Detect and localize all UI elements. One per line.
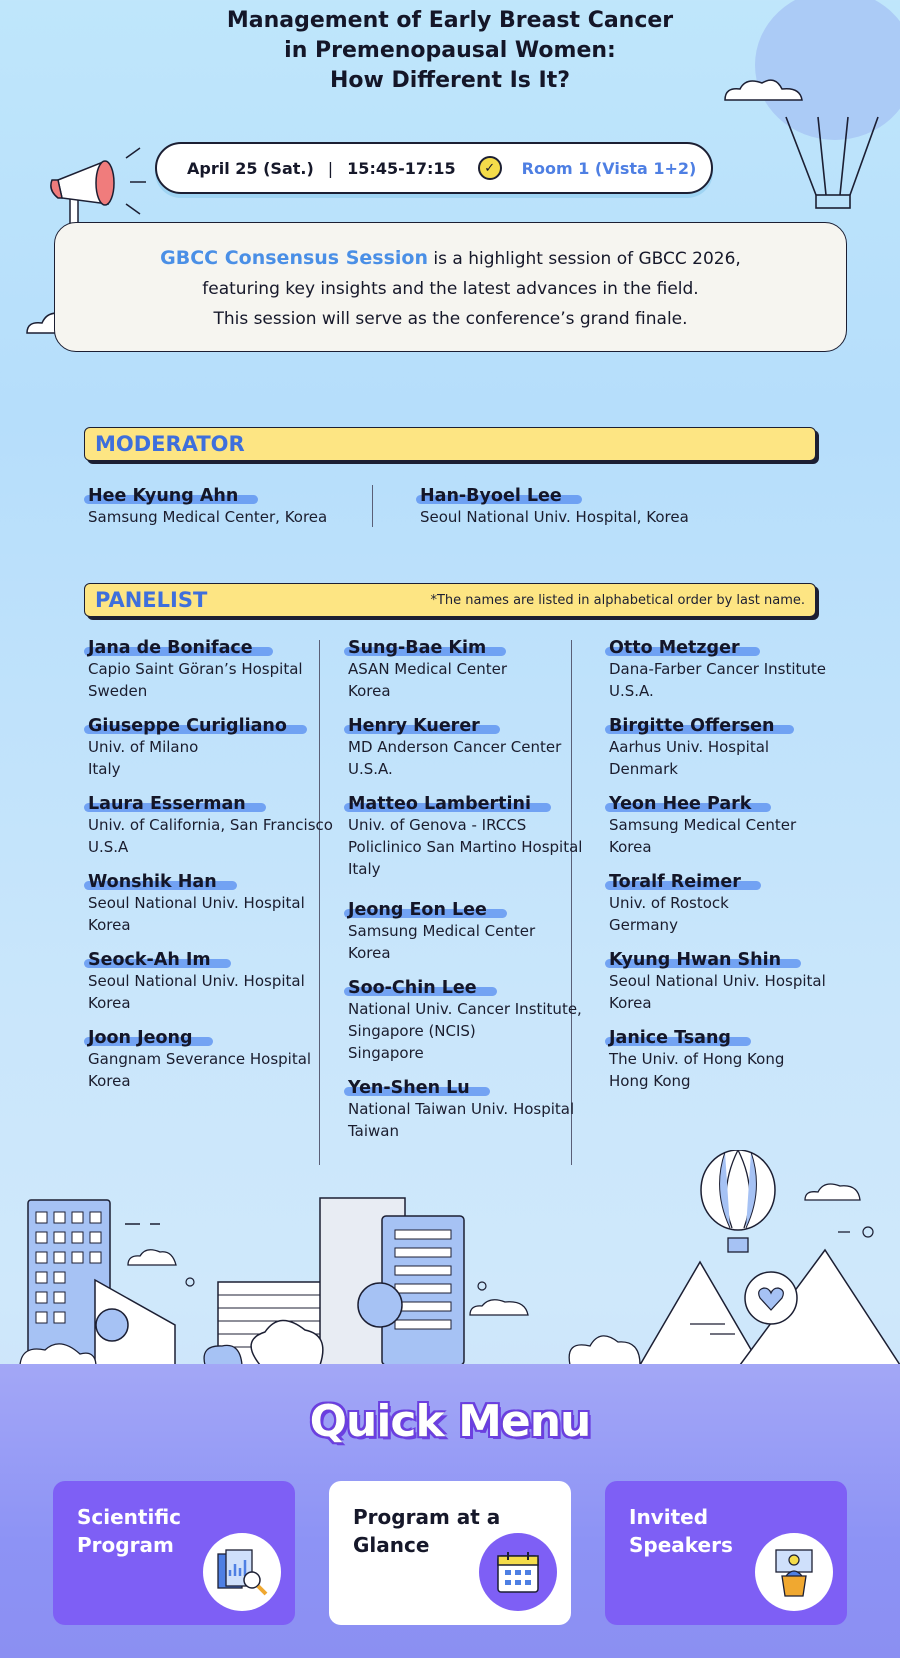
person-affiliation: Samsung Medical Center [348,922,536,940]
person-country: Singapore [348,1044,424,1062]
person-affiliation: Samsung Medical Center [609,816,797,834]
session-info-pill [155,142,713,194]
panelist-item [609,716,849,780]
person-country: Korea [609,838,652,856]
panelist-item [609,1028,849,1092]
intro-highlight: GBCC Consensus Session [160,247,429,269]
person-affiliation: National Univ. Cancer Institute, [348,1000,582,1018]
panelist-item [88,638,328,702]
card-label: Glance [353,1533,430,1557]
person-name: Giuseppe Curigliano [88,716,287,736]
panelist-item [348,716,588,780]
person-country: Sweden [88,682,148,700]
person-country: Denmark [609,760,678,778]
person-name: Yeon Hee Park [609,794,752,814]
check-icon: ✓ [478,156,502,180]
session-separator: | [327,158,334,178]
person-name: Jana de Boniface [88,638,253,658]
person-name: Han-Byoel Lee [420,486,562,506]
person-country: U.S.A. [609,682,654,700]
city-skyline-illustration [0,1150,900,1365]
intro-text: is a highlight session of GBCC 2026, [428,249,741,269]
panelist-item [88,716,328,780]
tree-icon [96,1309,128,1341]
panelist-item [348,900,588,964]
moderator-item [420,486,689,528]
person-name: Janice Tsang [609,1028,731,1048]
panelist-item [609,794,849,858]
title-line: Management of Early Breast Cancer [226,8,674,33]
divider [372,485,373,527]
person-affiliation: Seoul National Univ. Hospital [609,972,826,990]
person-name: Wonshik Han [88,872,217,892]
bush-icon [204,1345,242,1365]
program-at-a-glance-button[interactable] [329,1481,571,1625]
person-affiliation: Capio Saint Göran’s Hospital [88,660,303,678]
title-line: How Different Is It? [329,68,571,93]
moderator-title: MODERATOR [95,432,245,456]
person-affiliation: Seoul National Univ. Hospital [88,894,305,912]
person-country: Italy [348,860,381,878]
panelist-column-3 [609,638,849,1106]
cloud-icon [805,1184,860,1200]
page-title [120,6,780,96]
panelist-item [609,872,849,936]
person-affiliation: The Univ. of Hong Kong [609,1050,785,1068]
person-name: Joon Jeong [88,1028,193,1048]
person-name: Otto Metzger [609,638,740,658]
person-affiliation: Seoul National Univ. Hospital, Korea [420,508,689,526]
person-affiliation: Gangnam Severance Hospital [88,1050,312,1068]
moderator-section-bar [84,427,816,461]
person-country: Korea [88,994,131,1012]
hot-air-balloon-outline-icon [778,115,888,210]
panelist-item [88,1028,328,1092]
tree-icon [358,1283,402,1327]
panelist-item [609,638,849,702]
intro-box [54,222,847,352]
cloud-icon [128,1250,176,1265]
panelist-note: *The names are listed in alphabetical order by last name. [430,592,805,608]
invited-speakers-button[interactable] [605,1481,847,1625]
card-label: Scientific [77,1505,182,1529]
person-name: Seock-Ah Im [88,950,211,970]
person-country: Korea [609,994,652,1012]
panelist-section-bar [84,583,816,617]
moderator-item [88,486,327,528]
session-date: April 25 (Sat.) [187,158,314,178]
panelist-item [348,978,588,1064]
quick-menu-title: Quick Menu [309,1396,591,1447]
panelist-item [88,950,328,1014]
person-affiliation: Univ. of Genova - IRCCS [348,816,527,834]
person-name: Laura Esserman [88,794,246,814]
person-country: U.S.A [88,838,129,856]
person-name: Soo-Chin Lee [348,978,477,998]
person-name: Matteo Lambertini [348,794,531,814]
person-country: Korea [348,944,391,962]
person-name: Birgitte Offersen [609,716,775,736]
person-name: Yen-Shen Lu [348,1078,470,1098]
panelist-column-1 [88,638,333,1106]
megaphone-icon [48,140,158,230]
panelist-item [88,872,328,936]
calendar-icon [479,1533,557,1611]
person-affiliation: MD Anderson Cancer Center [348,738,562,756]
person-name: Kyung Hwan Shin [609,950,782,970]
speaker-podium-icon [755,1533,833,1611]
person-country: Korea [88,1072,131,1090]
person-country: Germany [609,916,678,934]
person-country: Hong Kong [609,1072,691,1090]
person-affiliation: ASAN Medical Center [348,660,508,678]
person-name: Toralf Reimer [609,872,741,892]
person-affiliation: Aarhus Univ. Hospital [609,738,770,756]
panelist-item [348,1078,588,1142]
intro-line-1 [55,243,846,274]
intro-line-3: This session will serve as the conference’s grand finale. [213,309,688,329]
title-line: in Premenopausal Women: [284,38,616,63]
person-country: Italy [88,760,121,778]
person-name: Jeong Eon Lee [348,900,487,920]
cloud-icon [470,1300,528,1315]
card-label: Speakers [629,1533,733,1557]
card-label: Program [77,1533,174,1557]
intro-line-2: featuring key insights and the latest advances in the field. [202,279,699,299]
person-affiliation: Univ. of Rostock [609,894,729,912]
person-name: Hee Kyung Ahn [88,486,239,506]
bush-icon [569,1336,640,1365]
person-name: Henry Kuerer [348,716,480,736]
panelist-title: PANELIST [95,588,208,612]
panelist-item [348,638,588,702]
session-room: Room 1 (Vista 1+2) [521,158,697,178]
person-affiliation: Policlinico San Martino Hospital [348,838,583,856]
person-country: Korea [348,682,391,700]
card-label: Invited [629,1505,709,1529]
panelist-item [88,794,333,858]
hot-air-balloon-icon [701,1150,775,1252]
person-country: Korea [88,916,131,934]
scientific-program-button[interactable] [53,1481,295,1625]
person-affiliation: Univ. of California, San Francisco [88,816,333,834]
person-affiliation: Univ. of Milano [88,738,199,756]
person-affiliation: Singapore (NCIS) [348,1022,476,1040]
person-country: Taiwan [348,1122,400,1140]
person-country: U.S.A. [348,760,393,778]
person-affiliation: Samsung Medical Center, Korea [88,508,328,526]
session-time: 15:45-17:15 [347,158,456,178]
person-affiliation: Seoul National Univ. Hospital [88,972,305,990]
panelist-item [609,950,849,1014]
mountain-icon [640,1262,760,1365]
panelist-column-2 [348,638,588,1156]
card-label: Program at a [353,1505,501,1529]
person-affiliation: National Taiwan Univ. Hospital [348,1100,575,1118]
person-affiliation: Dana-Farber Cancer Institute [609,660,827,678]
report-magnifier-icon [203,1533,281,1611]
panelist-item [348,794,588,880]
person-name: Sung-Bae Kim [348,638,487,658]
